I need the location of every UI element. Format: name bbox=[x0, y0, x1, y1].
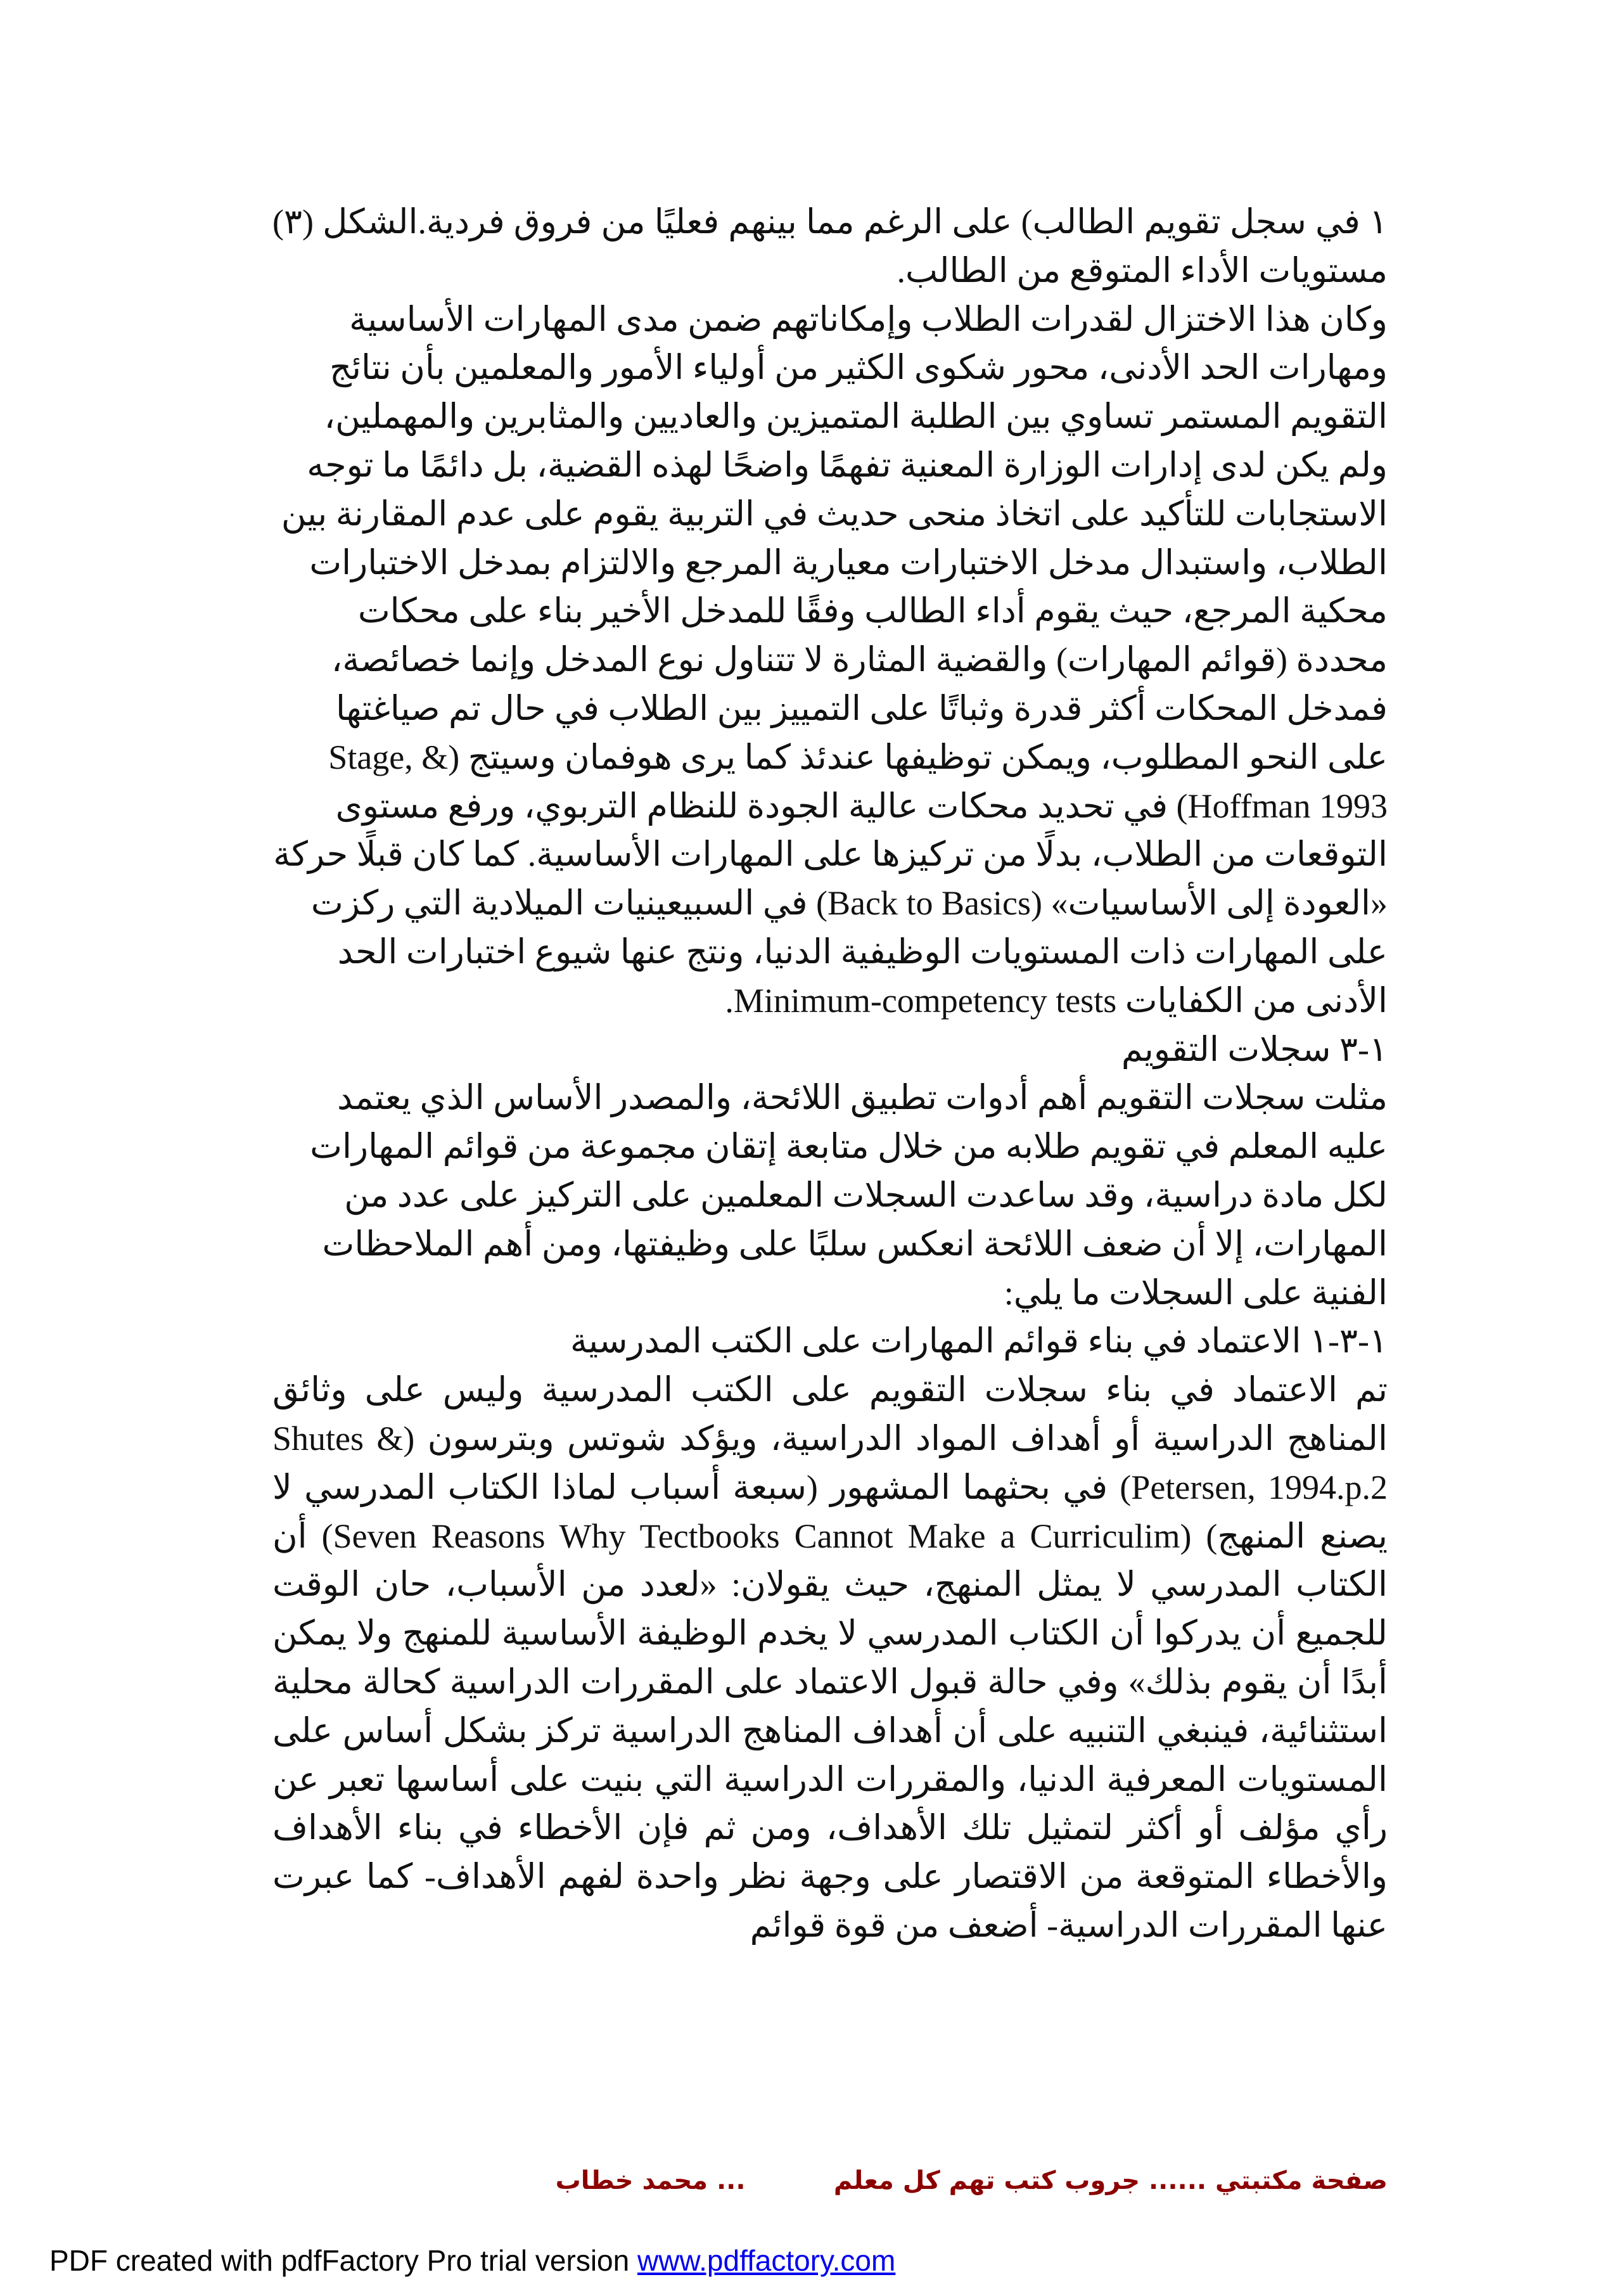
subsection-heading-textbooks: ١-٣-١ الاعتماد في بناء قوائم المهارات على الكتب المدرسية bbox=[570, 1322, 1388, 1361]
pdf-watermark-text: PDF created with pdfFactory Pro trial version bbox=[49, 2244, 637, 2277]
section-heading-evaluation-records: ١-٣ سجلات التقويم bbox=[1121, 1030, 1388, 1068]
paragraph-evaluation-records: مثلت سجلات التقويم أهم أدوات تطبيق اللائحة، والمصدر الأساس الذي يعتمد عليه المعلم في تقويم طلابه من خلال متابعة إتقان مجموعة من قوائم المهارات لكل مادة دراسية، وقد ساعدت السجلات المعلمين على التركيز على عدد من المهارات، إلا أن ضعف اللائحة انعكس سلبًا على وظيفتها، ومن أهم الملاحظات الفنية على السجلات ما يلي: bbox=[310, 1079, 1388, 1312]
footer-credit-line: صفحة مكتبتي ...... جروب كتب تهم كل معلم ... محمد خطاب bbox=[555, 2166, 1388, 2195]
pdffactory-link[interactable]: www.pdffactory.com bbox=[637, 2244, 896, 2277]
document-body bbox=[272, 198, 1388, 1950]
paragraph-fragment-top: ١ في سجل تقويم الطالب) على الرغم مما بينهم فعليًا من فروق فردية.الشكل (٣) مستويات الأداء المتوقع من الطالب. bbox=[272, 203, 1388, 290]
paragraph-hoffman-stage: وكان هذا الاختزال لقدرات الطلاب وإمكاناتهم ضمن مدى المهارات الأساسية ومهارات الحد الأدنى، محور شكوى الكثير من أولياء الأمور والمعلمين بأن نتائج التقويم المستمر تساوي بين الطلبة المتميزين والعاديين والمثابرين والمهملين، ولم يكن لدى إدارات الوزارة المعنية تفهمًا واضحًا لهذه القضية، بل دائمًا ما توجه الاستجابات للتأكيد على اتخاذ منحى حديث في التربية يقوم على عدم المقارنة بين الطلاب، واستبدال مدخل الاختبارات معيارية المرجع والالتزام بمدخل الاختبارات محكية المرجع، حيث يقوم أداء الطالب وفقًا للمدخل الأخير بناء على محكات محددة (قوائم المهارات) والقضية المثارة لا تتناول نوع المدخل وإنما خصائصة، فمدخل المحكات أكثر قدرة وثباتًا على التمييز بين الطلاب في حال تم صياغتها على النحو المطلوب، ويمكن توظيفها عندئذ كما يرى هوفمان وسيتج (Stage, & Hoffman 1993) في تحديد محكات عالية الجودة للنظام التربوي، ورفع مستوى التوقعات من الطلاب، بدلًا من تركيزها على المهارات الأساسية. كما كان قبلًا حركة «العودة إلى الأساسيات» (Back to Basics) في السبيعينيات الميلادية التي ركزت على المهارات ذات المستويات الوظيفية الدنيا، ونتج عنها شيوع اختبارات الحد الأدنى من الكفايات Minimum-competency tests. bbox=[273, 300, 1388, 1020]
pdf-watermark bbox=[49, 2243, 895, 2278]
paragraph-textbooks: تم الاعتماد في بناء سجلات التقويم على الكتب المدرسية وليس على وثائق المناهج الدراسية أو أهداف المواد الدراسية، ويؤكد شوتس وبترسون (Shutes & Petersen, 1994.p.2) في بحثهما المشهور (سبعة أسباب لماذا الكتاب المدرسي لا يصنع المنهج) (Seven Reasons Why Tectbooks Cannot Make a Curriculim) أن الكتاب المدرسي لا يمثل المنهج، حيث يقولان: «لعدد من الأسباب، حان الوقت للجميع أن يدركوا أن الكتاب المدرسي لا يخدم الوظيفة الأساسية للمنهج ولا يمكن أبدًا أن يقوم بذلك» وفي حالة قبول الاعتماد على المقررات الدراسية كحالة محلية استثنائية، فينبغي التنبيه على أن أهداف المناهج الدراسية تركز بشكل أساس على المستويات المعرفية الدنيا، والمقررات الدراسية التي بنيت على أساسها تعبر عن رأي مؤلف أو أكثر لتمثيل تلك الأهداف، ومن ثم فإن الأخطاء في بناء الأهداف والأخطاء المتوقعة من الاقتصار على وجهة نظر واحدة لفهم الأهداف- كما عبرت عنها المقررات الدراسية- أضعف من قوة قوائم bbox=[272, 1371, 1388, 1944]
